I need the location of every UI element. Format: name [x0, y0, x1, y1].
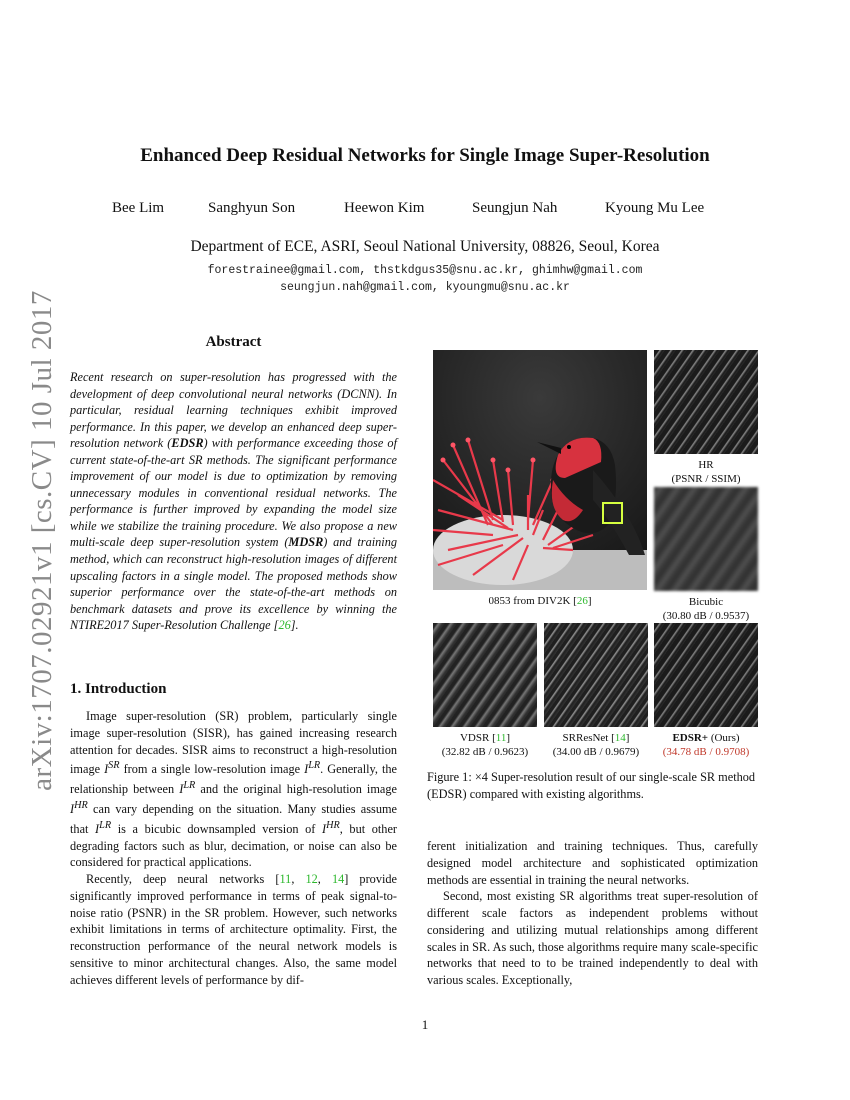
patch-edsr — [654, 623, 758, 727]
section-heading-introduction: 1. Introduction — [70, 681, 167, 697]
abstract-text-4: ]. — [290, 618, 299, 633]
srresnet-label: SRResNet [ — [562, 732, 615, 744]
email-line-2: seungjun.nah@gmail.com, kyoungmu@snu.ac.kr — [280, 281, 570, 294]
hr-caption — [654, 458, 758, 486]
abstract-text-1: Recent research on super-resolution has progressed with the development of deep convolutional neural networks (DCNN). In particular, residual learning techniques exhibit improved performance. In this paper, we develop an enhanced deep super-resolution network ( — [70, 370, 397, 451]
edsr-caption — [654, 731, 758, 759]
abstract-edsr: EDSR — [171, 436, 204, 451]
figure-1-caption: Figure 1: ×4 Super-resolution result of our single-scale SR method (EDSR) compared with existing algorithms. — [427, 770, 756, 801]
math-sup: HR — [326, 819, 340, 831]
author-1: Bee Lim — [112, 200, 165, 216]
right-paragraph-1: ferent initialization and training techniques. Thus, carefully designed model architecture and sophisticated optimization methods are essential in training the neural networks. — [427, 839, 758, 887]
intro-text: and the original high-resolution image — [195, 782, 397, 797]
citation-link[interactable]: 26 — [576, 595, 588, 607]
intro-text: Image super-resolution (SR) problem, particularly single image super-resolution (SISR), has gained increasing research attention for decades. SISR aims to reconstruct a high-resolution image — [70, 709, 397, 777]
edsr-metrics-open: ( — [662, 746, 667, 758]
arxiv-stamp — [24, 289, 60, 791]
intro-text: Recently, deep neural networks [ — [86, 872, 280, 887]
intro-column-right — [427, 838, 758, 989]
main-caption-text: 0853 from DIV2K [ — [488, 595, 577, 607]
intro-text: is a bicubic downsampled version of — [111, 821, 322, 836]
math-sup: LR — [183, 780, 196, 792]
abstract-heading: Abstract — [205, 334, 262, 350]
bicubic-label: Bicubic — [688, 596, 724, 608]
math-i: I — [95, 821, 100, 836]
intro-column-left — [70, 708, 397, 988]
intro-text: , but other degrading factors such as blur, decimation, or noise can also be considered for practical applications. — [70, 821, 398, 870]
srresnet-label-close: ] — [625, 732, 630, 744]
edsr-metrics — [654, 745, 758, 759]
edsr-sep: / — [706, 746, 716, 758]
author-4: Seungjun Nah — [472, 200, 558, 216]
math-i: I — [321, 821, 327, 836]
intro-text: can vary depending on the situation. Many studies assume that — [70, 802, 397, 836]
citation-link[interactable]: 11 — [495, 732, 507, 744]
paper-title: Enhanced Deep Residual Networks for Single Image Super-Resolution — [140, 145, 710, 166]
srresnet-caption — [544, 731, 648, 759]
intro-text: , — [317, 872, 332, 887]
srresnet-metrics: (34.00 dB / 0.9679) — [552, 746, 640, 758]
edsr-psnr: 34.78 dB — [666, 746, 707, 758]
bicubic-metrics: (30.80 dB / 0.9537) — [662, 610, 750, 622]
bird-illustration — [433, 350, 647, 590]
patch-vdsr — [433, 623, 537, 727]
author-3: Heewon Kim — [344, 200, 425, 216]
citation-link[interactable]: 14 — [331, 872, 345, 887]
abstract-text-3: ) and training method, which can reconstruct high-resolution images of different upscaling factors in a single model. The proposed methods show superior performance over the state-of-the-art methods on benchmark datasets and prove its excellence by winning the NTIRE2017 Super-Resolution Challenge [ — [70, 535, 397, 633]
bicubic-caption — [654, 595, 758, 623]
math-sup: HR — [74, 799, 88, 811]
edsr-label: EDSR+ — [672, 732, 709, 744]
hr-metrics: (PSNR / SSIM) — [671, 473, 741, 485]
math-sup: LR — [308, 760, 321, 772]
math-i: I — [179, 782, 184, 797]
arxiv-id: arXiv:1707.02921v1 [cs.CV] 10 Jul 2017 — [25, 289, 58, 791]
right-paragraph-2: Second, most existing SR algorithms treat super-resolution of different scale factors as independent problems without considering and utilizing mutual relationships among different scales in SR. As such, those algorithms require many scale-specific networks that need to to be trained independently to deal with various scales. Exceptionally, — [427, 889, 758, 987]
math-i: I — [304, 762, 309, 777]
main-caption-close: ] — [587, 595, 592, 607]
intro-text: from a single low-resolution image — [119, 762, 305, 777]
author-5: Kyoung Mu Lee — [605, 200, 705, 216]
edsr-ssim: 0.9708 — [715, 746, 746, 758]
intro-text: . Generally, the relationship between — [70, 762, 398, 797]
abstract-text-2: ) with performance exceeding those of current state-of-the-art SR methods. The significant performance improvement of our model is due to optimization by removing unnecessary modules in conventional residual networks. The performance is further improved by expanding the model size while we stabilize the training procedure. We also propose a new multi-scale deep super-resolution system ( — [70, 436, 397, 550]
math-sup: SR — [108, 760, 120, 772]
figure-main-image — [433, 350, 647, 590]
intro-text: , — [291, 872, 306, 887]
vdsr-label-close: ] — [506, 732, 511, 744]
patch-bicubic — [654, 487, 758, 591]
citation-link[interactable]: 12 — [305, 872, 318, 887]
email-list — [0, 262, 850, 296]
intro-paragraph-1 — [70, 708, 397, 871]
email-line-1: forestrainee@gmail.com, thstkdgus35@snu.ac.kr, ghimhw@gmail.com — [207, 264, 643, 277]
page-number: 1 — [421, 1017, 429, 1032]
hr-label: HR — [698, 459, 714, 471]
vdsr-caption — [433, 731, 537, 759]
vdsr-metrics: (32.82 dB / 0.9623) — [441, 746, 529, 758]
citation-link[interactable]: 11 — [279, 872, 292, 887]
intro-paragraph-2 — [70, 871, 397, 988]
patch-srresnet — [544, 623, 648, 727]
edsr-metrics-close: ) — [745, 746, 750, 758]
edsr-ours: (Ours) — [708, 732, 740, 744]
citation-link[interactable]: 14 — [614, 732, 626, 744]
math-i: I — [70, 802, 75, 817]
patch-hr — [654, 350, 758, 454]
math-sup: LR — [99, 819, 112, 831]
main-image-caption — [433, 594, 647, 608]
abstract-body — [70, 369, 397, 634]
intro-text: ] provide significantly improved performance in terms of peak signal-to-noise ratio (PSNR) in the SR problem. However, such networks exhibit limitations in terms of architecture optimality. First, the reconstruction performance of the neural network models is sensitive to minor architectural changes. Also, the same model achieves different levels of performance by dif- — [70, 872, 398, 987]
math-i: I — [104, 762, 109, 777]
abstract-mdsr: MDSR — [288, 535, 324, 550]
citation-link[interactable]: 26 — [278, 618, 291, 633]
affiliation: Department of ECE, ASRI, Seoul National University, 08826, Seoul, Korea — [190, 238, 660, 255]
author-2: Sanghyun Son — [208, 200, 296, 216]
vdsr-label: VDSR [ — [459, 732, 496, 744]
